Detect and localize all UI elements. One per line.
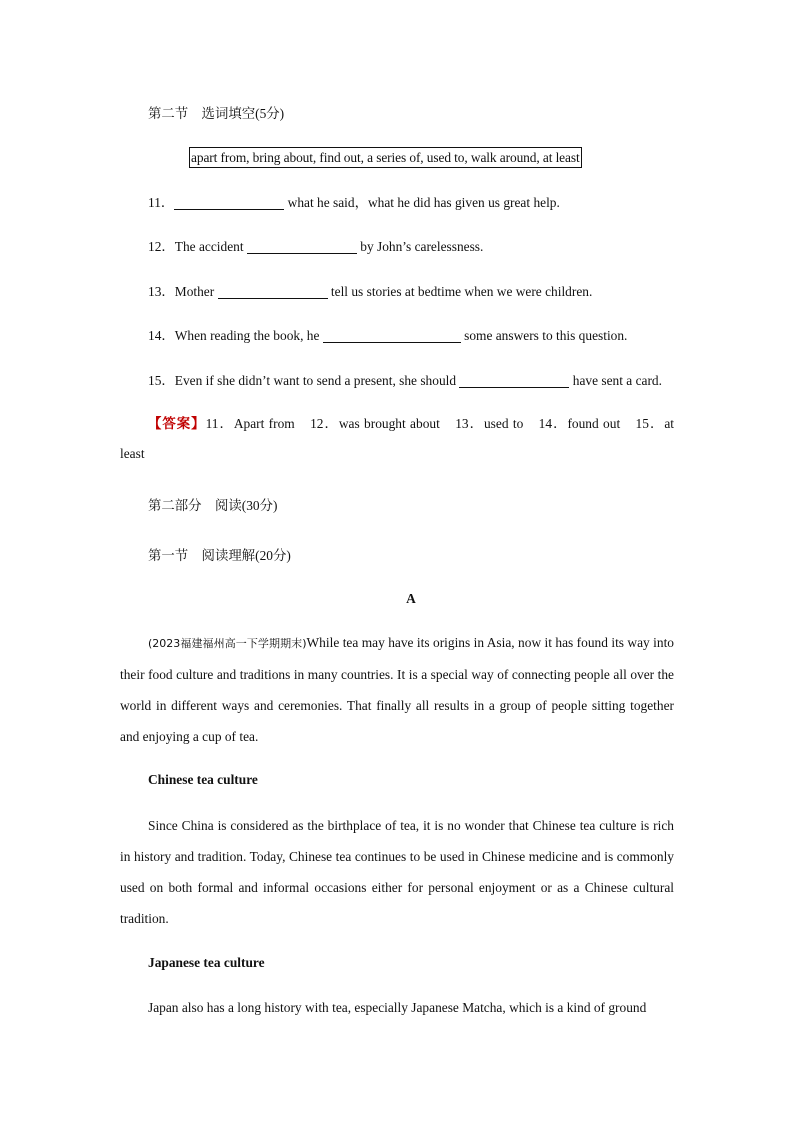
question-15-pre: 15．Even if she didn’t want to send a present, she should <box>148 373 460 388</box>
chinese-tea-heading: Chinese tea culture <box>148 772 258 787</box>
answer-blank-13[interactable] <box>218 284 328 299</box>
question-11-number: 11． <box>148 195 175 210</box>
answer-blank-11[interactable] <box>174 195 284 210</box>
japanese-tea-heading: Japanese tea culture <box>148 955 265 970</box>
chinese-tea-text: Since China is considered as the birthplace of tea, it is no wonder that Chinese tea culture is rich in history and tradition. Today, Chinese tea continues to be used in Chinese medicine and is commonly used on both formal and informal occasions either for personal enjoyment or as a Chinese cultural tradition. <box>120 818 674 926</box>
answer-line-2: least <box>120 446 145 461</box>
word-box: apart from, bring about, find out, a series of, used to, walk around, at least <box>189 147 582 168</box>
passage-source: (2023福建福州高一下学期期末) <box>148 637 307 650</box>
question-11 <box>148 192 560 211</box>
question-11-text: what he said，what he did has given us great help. <box>284 195 560 210</box>
question-13-post: tell us stories at bedtime when we were children. <box>327 284 593 299</box>
chinese-tea-paragraph <box>120 810 674 934</box>
question-13-pre: 13．Mother <box>148 284 218 299</box>
question-14-pre: 14．When reading the book, he <box>148 328 323 343</box>
part2-title: 第二部分 阅读(30分) <box>148 498 278 513</box>
question-14 <box>148 325 627 344</box>
intro-text: While tea may have its origins in Asia, now it has found its way into their food culture and traditions in many countries. It is a special way of connecting people all over the world in different ways and ceremonies. That finally all results in a group of people sitting together and enjoying a cup of tea. <box>120 635 675 744</box>
answer-blank-14[interactable] <box>323 328 461 343</box>
section1-title: 第一节 阅读理解(20分) <box>148 548 291 563</box>
question-12-post: by John’s carelessness. <box>356 239 484 254</box>
question-15 <box>148 370 662 389</box>
intro-paragraph <box>120 627 674 752</box>
answer-blank-15[interactable] <box>459 373 569 388</box>
japanese-tea-paragraph <box>120 992 674 1023</box>
japanese-tea-text: Japan also has a long history with tea, especially Japanese Matcha, which is a kind of ground <box>148 1000 647 1015</box>
question-14-post: some answers to this question. <box>460 328 628 343</box>
answer-text: 11．Apart from 12．was brought about 13．used to 14．found out 15．at <box>205 416 674 431</box>
question-12-pre: 12．The accident <box>148 239 247 254</box>
section2-title: 第二节 选词填空(5分) <box>148 106 285 121</box>
question-12 <box>148 236 483 255</box>
answer-tag: 【答案】 <box>148 416 206 431</box>
answer-line-1 <box>148 408 674 439</box>
question-15-post: have sent a card. <box>569 373 662 388</box>
passage-label: A <box>406 591 416 606</box>
answer-blank-12[interactable] <box>247 239 357 254</box>
question-13 <box>148 281 592 300</box>
